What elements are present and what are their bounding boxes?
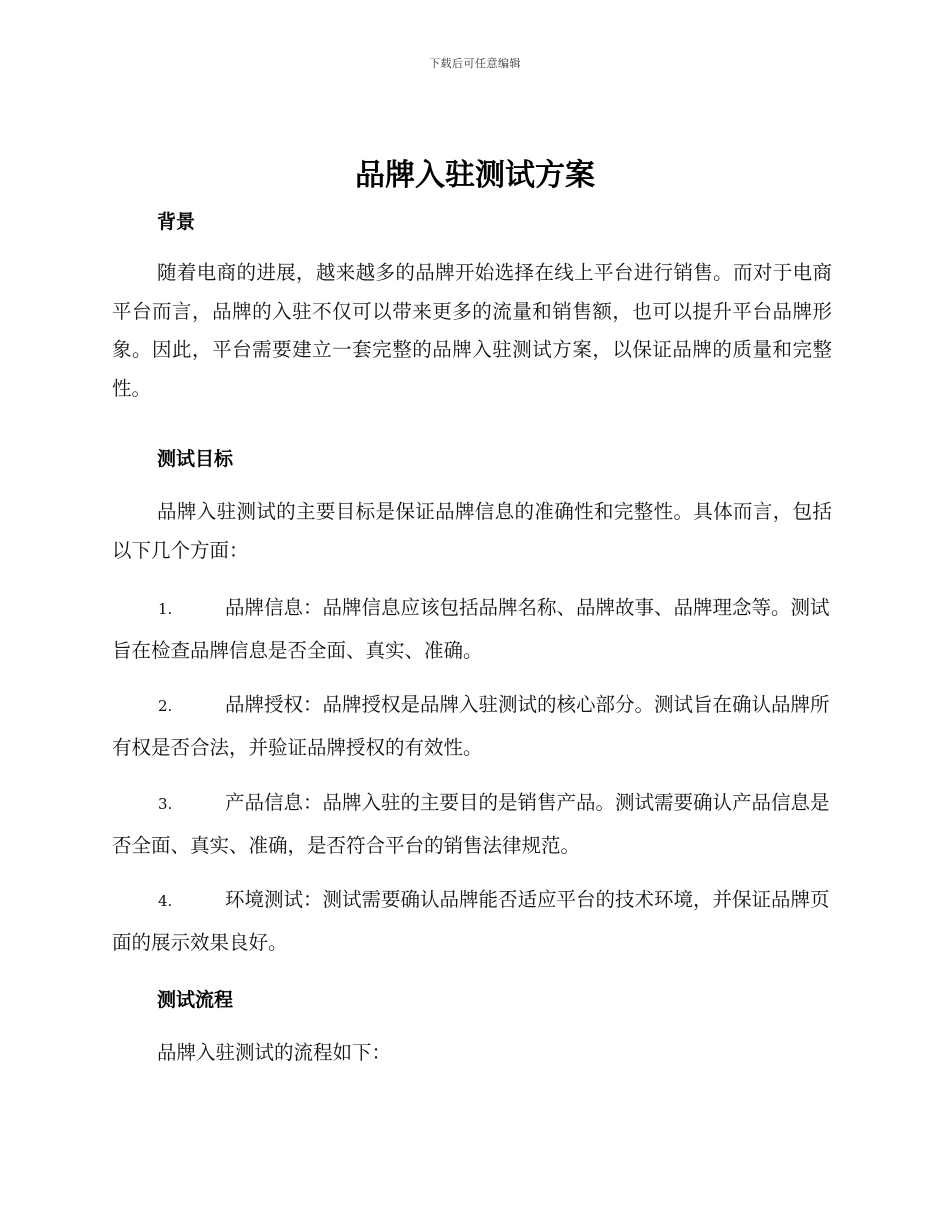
list-item: [112, 782, 832, 867]
list-item: [112, 879, 832, 964]
background-paragraph: 随着电商的进展，越来越多的品牌开始选择在线上平台进行销售。而对于电商平台而言，品牌的入驻不仅可以带来更多的流量和销售额，也可以提升平台品牌形象。因此，平台需要建立一套完整的品牌入驻测试方案，以保证品牌的质量和完整性。: [112, 261, 832, 400]
list-item-text: 环境测试：测试需要确认品牌能否适应平台的技术环境，并保证品牌页面的展示效果良好。: [112, 888, 830, 954]
list-item-text: 品牌信息：品牌信息应该包括品牌名称、品牌故事、品牌理念等。测试旨在检查品牌信息是否全面、真实、准确。: [112, 596, 830, 662]
list-item: [112, 684, 832, 769]
list-item: [112, 587, 832, 672]
test-goals-paragraph: 品牌入驻测试的主要目标是保证品牌信息的准确性和完整性。具体而言，包括以下几个方面：: [112, 500, 832, 562]
section-heading-test-process: 测试流程: [157, 989, 234, 1011]
document-title: 品牌入驻测试方案: [355, 158, 595, 193]
list-item-number: 4.: [158, 892, 173, 910]
list-item-number: 3.: [158, 795, 173, 813]
test-process-paragraph: 品牌入驻测试的流程如下：: [157, 1041, 392, 1064]
list-item-text: 产品信息：品牌入驻的主要目的是销售产品。测试需要确认产品信息是否全面、真实、准确，是否符合平台的销售法律规范。: [112, 791, 830, 857]
section-heading-test-goals: 测试目标: [157, 448, 234, 470]
list-item-number: 1.: [158, 600, 173, 618]
section-heading-background: 背景: [157, 211, 196, 233]
list-item-text: 品牌授权：品牌授权是品牌入驻测试的核心部分。测试旨在确认品牌所有权是否合法，并验证品牌授权的有效性。: [112, 693, 830, 759]
header-note: 下载后可任意编辑: [429, 57, 521, 70]
list-item-number: 2.: [158, 697, 173, 715]
